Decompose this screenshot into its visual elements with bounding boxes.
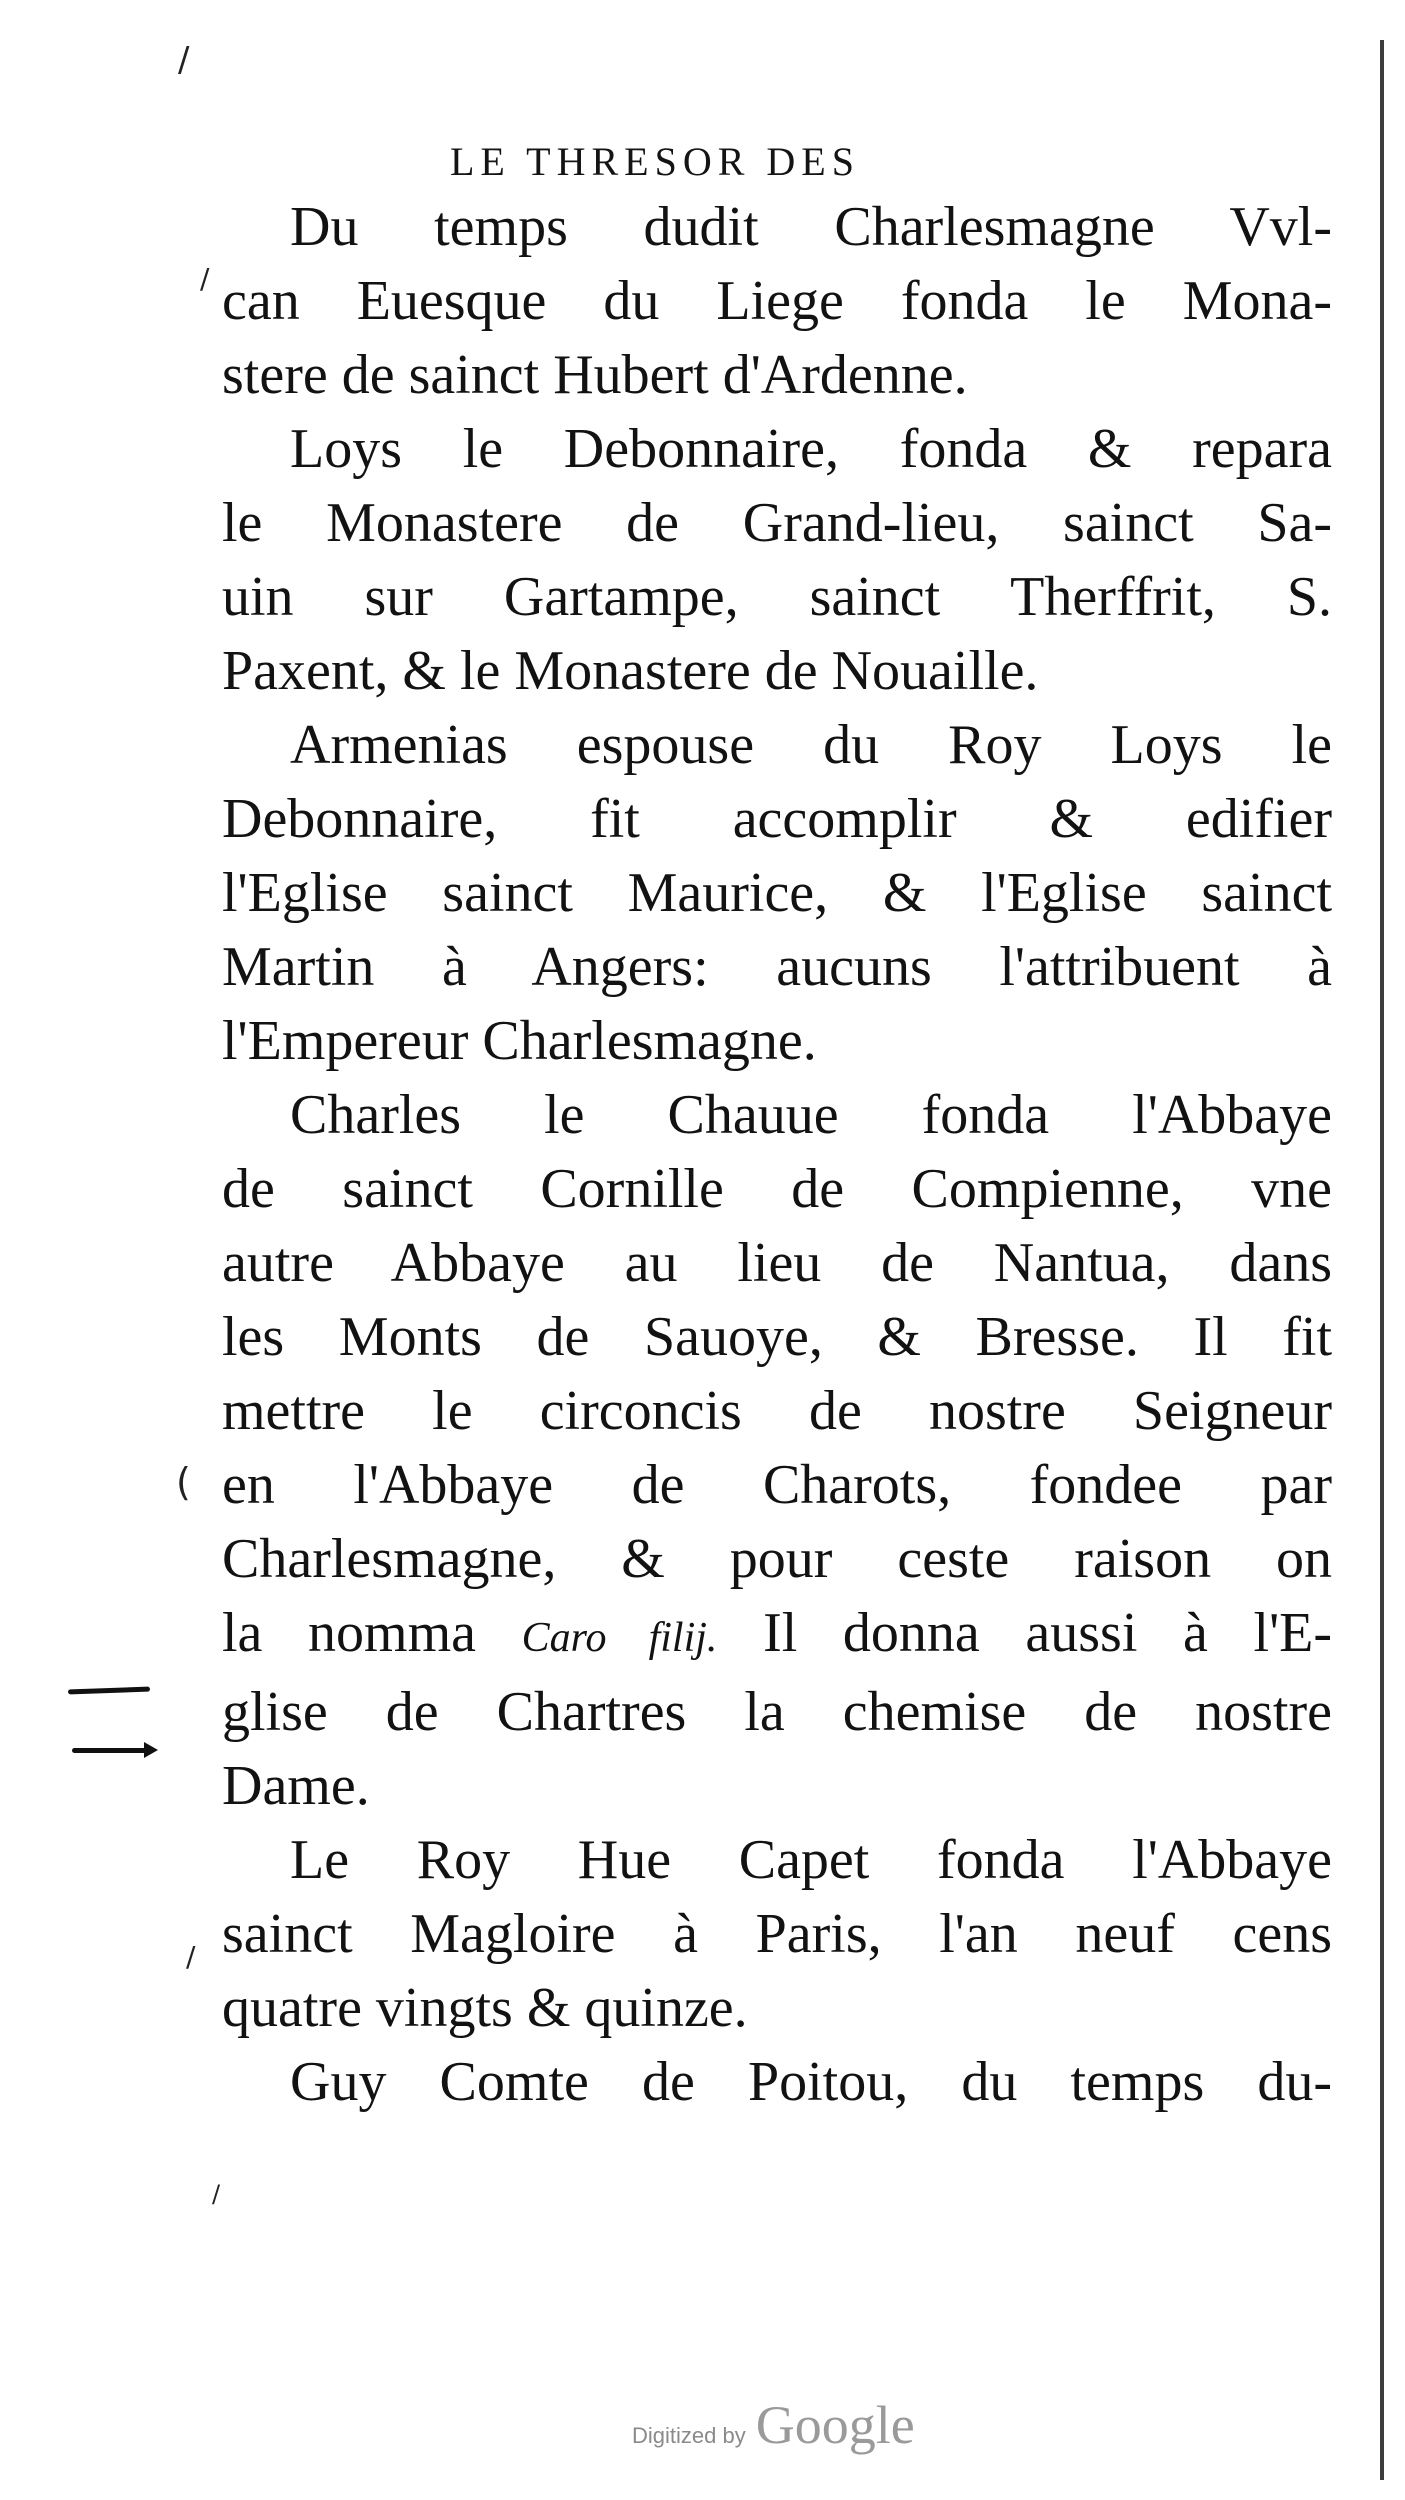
text-line: Charles le Chauue fonda l'Abbaye [290, 1084, 1332, 1146]
text-line: Charlesmagne, & pour ceste raison on [222, 1528, 1332, 1590]
text-run: Il donna aussi à l'E- [763, 1602, 1333, 1664]
digitized-by-label: Digitized by [632, 2423, 746, 2448]
text-line: quatre vingts & quinze. [222, 1977, 748, 2039]
text-line: Paxent, & le Monastere de Nouaille. [222, 640, 1039, 702]
page-edge-shadow [1380, 40, 1384, 2480]
main-text [222, 190, 1332, 2119]
text-line: mettre le circoncis de nostre Seigneur [222, 1380, 1332, 1442]
text-line: Le Roy Hue Capet fonda l'Abbaye [290, 1829, 1332, 1891]
margin-line-mark [68, 1687, 150, 1695]
text-line: l'Eglise sainct Maurice, & l'Eglise sainct [222, 862, 1332, 924]
text-line: Martin à Angers: aucuns l'attribuent à [222, 936, 1332, 998]
text-line: les Monts de Sauoye, & Bresse. Il fit [222, 1306, 1332, 1368]
text-run: la nomma [222, 1602, 477, 1664]
paragraph [222, 412, 1332, 708]
text-line: stere de sainct Hubert d'Ardenne. [222, 344, 968, 406]
paragraph [222, 1078, 1332, 1823]
text-line: can Euesque du Liege fonda le Mona- [222, 270, 1332, 332]
google-logo: Google [755, 2395, 915, 2455]
paragraph [222, 708, 1332, 1078]
text-line: en l'Abbaye de Charots, fondee par [222, 1454, 1332, 1516]
text-line: Guy Comte de Poitou, du temps du- [290, 2051, 1332, 2113]
text-line: autre Abbaye au lieu de Nantua, dans [222, 1232, 1332, 1294]
text-line: Loys le Debonnaire, fonda & repara [290, 418, 1332, 480]
italic-text-run: Caro filij. [521, 1615, 718, 1661]
margin-tick-mark: / [212, 2180, 221, 2208]
paragraph [222, 1823, 1332, 2045]
text-line: de sainct Cornille de Compienne, vne [222, 1158, 1332, 1220]
text-line: Debonnaire, fit accomplir & edifier [222, 788, 1332, 850]
running-head: LE THRESOR DES [450, 139, 860, 184]
paragraph [222, 2045, 1332, 2119]
text-line: Dame. [222, 1755, 370, 1817]
text-line: uin sur Gartampe, sainct Therffrit, S. [222, 566, 1332, 628]
margin-tick-mark: / [200, 262, 210, 295]
margin-arrow-icon [72, 1748, 150, 1753]
text-line: le Monastere de Grand-lieu, sainct Sa- [222, 492, 1332, 554]
text-line: Armenias espouse du Roy Loys le [290, 714, 1332, 776]
margin-tick-mark: / [178, 40, 190, 80]
text-line-mixed [222, 1596, 1332, 1675]
margin-tick-mark: / [186, 1940, 196, 1973]
text-line: Du temps dudit Charlesmagne Vvl- [290, 196, 1332, 258]
text-line: glise de Chartres la chemise de nostre [222, 1681, 1332, 1743]
text-line: sainct Magloire à Paris, l'an neuf cens [222, 1903, 1332, 1965]
margin-tick-mark: ( [176, 1460, 191, 1504]
text-line: l'Empereur Charlesmagne. [222, 1010, 817, 1072]
digitization-credit [632, 2394, 915, 2456]
paragraph [222, 190, 1332, 412]
